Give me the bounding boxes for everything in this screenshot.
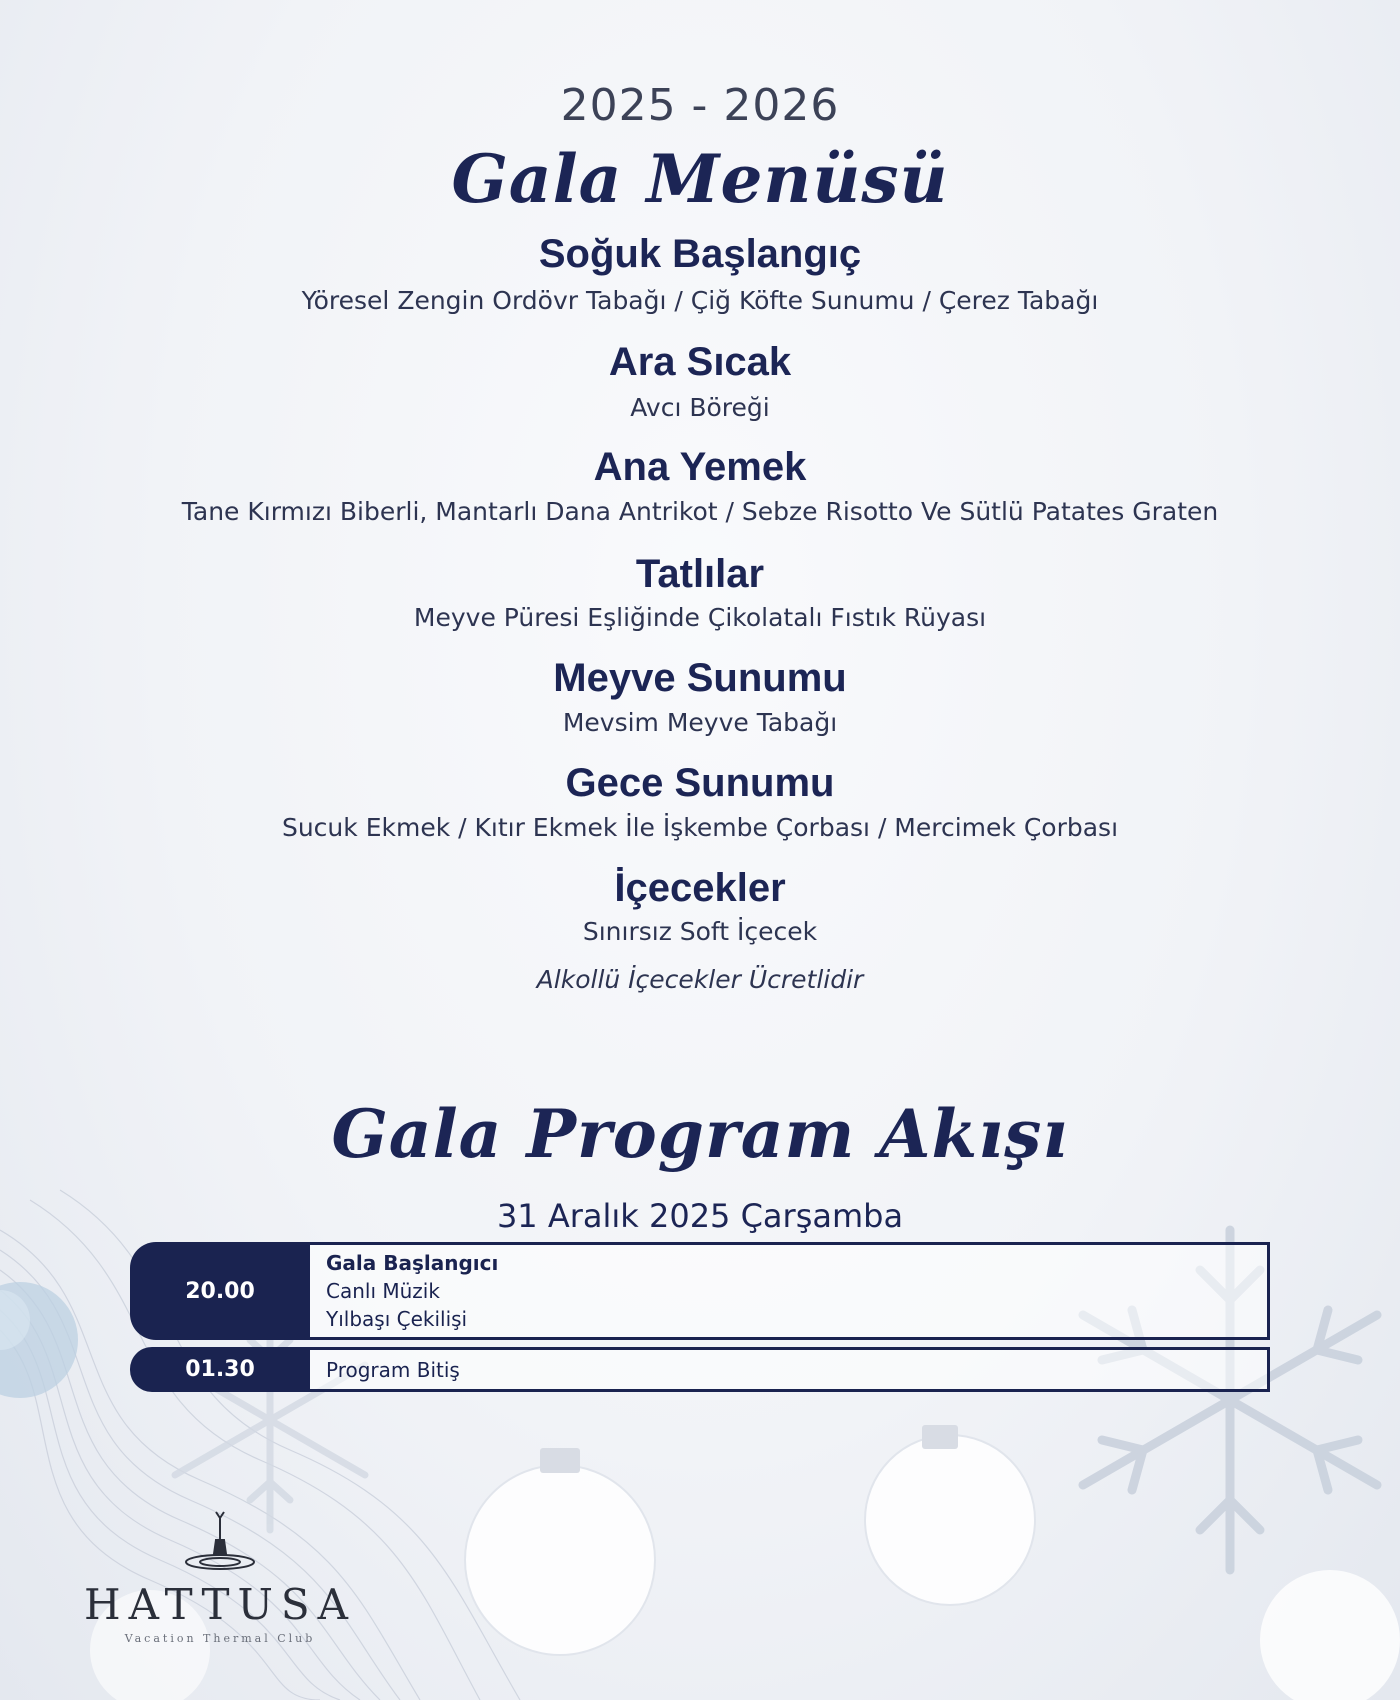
program-row — [130, 1242, 1270, 1340]
section-desc-main-course: Tane Kırmızı Biberli, Mantarlı Dana Antrikot / Sebze Risotto Ve Sütlü Patates Graten — [181, 497, 1219, 526]
menu-title: Gala Menüsü — [451, 140, 949, 218]
program-time: 01.30 — [130, 1347, 310, 1392]
program-item: Canlı Müzik — [326, 1279, 440, 1303]
program-items — [310, 1242, 1270, 1340]
section-desc-fruit: Mevsim Meyve Tabağı — [562, 708, 838, 737]
section-desc-cold-starters: Yöresel Zengin Ordövr Tabağı / Çiğ Köfte Sunumu / Çerez Tabağı — [301, 286, 1099, 315]
hattusa-logo — [70, 1510, 370, 1645]
section-title-main-course: Ana Yemek — [593, 445, 807, 489]
logo-tagline: Vacation Thermal Club — [124, 1632, 316, 1645]
section-desc-desserts: Meyve Püresi Eşliğinde Çikolatalı Fıstık Rüyası — [413, 603, 987, 632]
program-time: 20.00 — [130, 1242, 310, 1340]
program-date: 31 Aralık 2025 Çarşamba — [496, 1197, 904, 1235]
program-item: Program Bitiş — [326, 1357, 460, 1382]
section-desc-drinks: Sınırsız Soft İçecek — [582, 917, 818, 946]
section-title-cold-starters: Soğuk Başlangıç — [538, 232, 862, 276]
section-title-night: Gece Sunumu — [565, 761, 835, 805]
section-title-fruit: Meyve Sunumu — [553, 656, 847, 700]
deer-emblem-icon — [70, 1510, 370, 1580]
section-title-drinks: İçecekler — [614, 866, 786, 910]
program-title: Gala Program Akışı — [331, 1095, 1069, 1173]
program-row — [130, 1347, 1270, 1392]
alcohol-note: Alkollü İçecekler Ücretlidir — [536, 965, 864, 994]
section-title-desserts: Tatlılar — [635, 552, 765, 596]
program-item: Yılbaşı Çekilişi — [326, 1307, 468, 1331]
section-desc-night: Sucuk Ekmek / Kıtır Ekmek İle İşkembe Çorbası / Mercimek Çorbası — [281, 813, 1119, 842]
logo-name: HATTUSA — [84, 1580, 356, 1629]
program-item: Gala Başlangıcı — [326, 1251, 499, 1275]
section-desc-hot-starter: Avcı Böreği — [630, 393, 770, 422]
program-items — [310, 1347, 1270, 1392]
section-title-hot-starter: Ara Sıcak — [608, 340, 792, 384]
year-range: 2025 - 2026 — [560, 80, 840, 131]
